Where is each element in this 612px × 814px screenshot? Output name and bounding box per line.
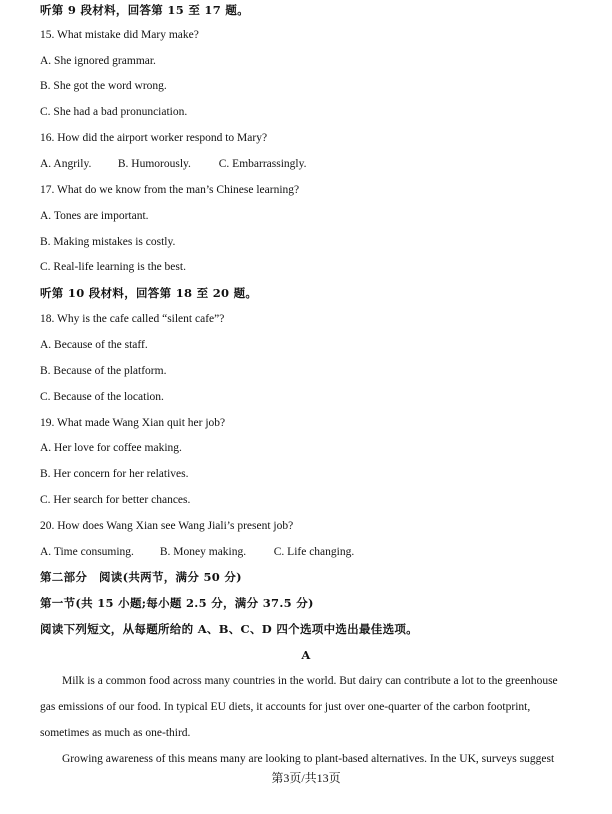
option-15-a: A. She ignored grammar. xyxy=(40,55,156,67)
option-19-b: B. Her concern for her relatives. xyxy=(40,468,189,480)
question-20: 20. How does Wang Xian see Wang Jiali’s present job? xyxy=(40,520,294,532)
question-18: 18. Why is the cafe called “silent cafe”? xyxy=(40,313,225,325)
section10-heading: 听第 10 段材料，回答第 18 至 20 题。 xyxy=(40,286,258,300)
passage-line: gas emissions of our food. In typical EU diets, it accounts for just over one-quarter of the carbon footprint, xyxy=(40,701,531,713)
option-15-b: B. She got the word wrong. xyxy=(40,80,167,92)
option-17-a: A. Tones are important. xyxy=(40,210,149,222)
option-18-c: C. Because of the location. xyxy=(40,391,164,403)
options-20 xyxy=(40,545,354,559)
question-17: 17. What do we know from the man’s Chinese learning? xyxy=(40,184,300,196)
passage-line: Growing awareness of this means many are looking to plant-based alternatives. In the UK, surveys suggest xyxy=(62,753,555,765)
question-15: 15. What mistake did Mary make? xyxy=(40,29,199,41)
option-19-c: C. Her search for better chances. xyxy=(40,494,191,506)
option-16-c: C. Embarrassingly. xyxy=(218,158,307,170)
option-20-b: B. Money making. xyxy=(159,546,247,558)
question-16: 16. How did the airport worker respond to Mary? xyxy=(40,132,268,144)
options-16 xyxy=(40,157,306,171)
option-20-a: A. Time consuming. xyxy=(40,546,134,558)
option-15-c: C. She had a bad pronunciation. xyxy=(40,106,188,118)
option-20-c: C. Life changing. xyxy=(273,546,355,558)
passage-line: sometimes as much as one-third. xyxy=(40,727,191,739)
passage-label: A xyxy=(301,648,311,662)
option-18-b: B. Because of the platform. xyxy=(40,365,167,377)
option-18-a: A. Because of the staff. xyxy=(40,339,148,351)
option-16-b: B. Humorously. xyxy=(117,158,191,170)
reading-instruction: 阅读下列短文，从每题所给的 A、B、C、D 四个选项中选出最佳选项。 xyxy=(40,622,418,636)
part2-title: 第二部分 阅读(共两节，满分 50 分) xyxy=(40,570,242,584)
option-19-a: A. Her love for coffee making. xyxy=(40,442,182,454)
option-16-a: A. Angrily. xyxy=(40,158,92,170)
option-17-b: B. Making mistakes is costly. xyxy=(40,236,176,248)
option-17-c: C. Real-life learning is the best. xyxy=(40,261,186,273)
question-19: 19. What made Wang Xian quit her job? xyxy=(40,417,226,429)
passage-line: Milk is a common food across many countries in the world. But dairy can contribute a lot to the greenhouse xyxy=(62,675,558,687)
part2-section1-title: 第一节(共 15 小题;每小题 2.5 分，满分 37.5 分) xyxy=(40,596,314,610)
page-footer: 第3页/共13页 xyxy=(271,771,341,785)
section9-heading: 听第 9 段材料，回答第 15 至 17 题。 xyxy=(40,3,249,17)
